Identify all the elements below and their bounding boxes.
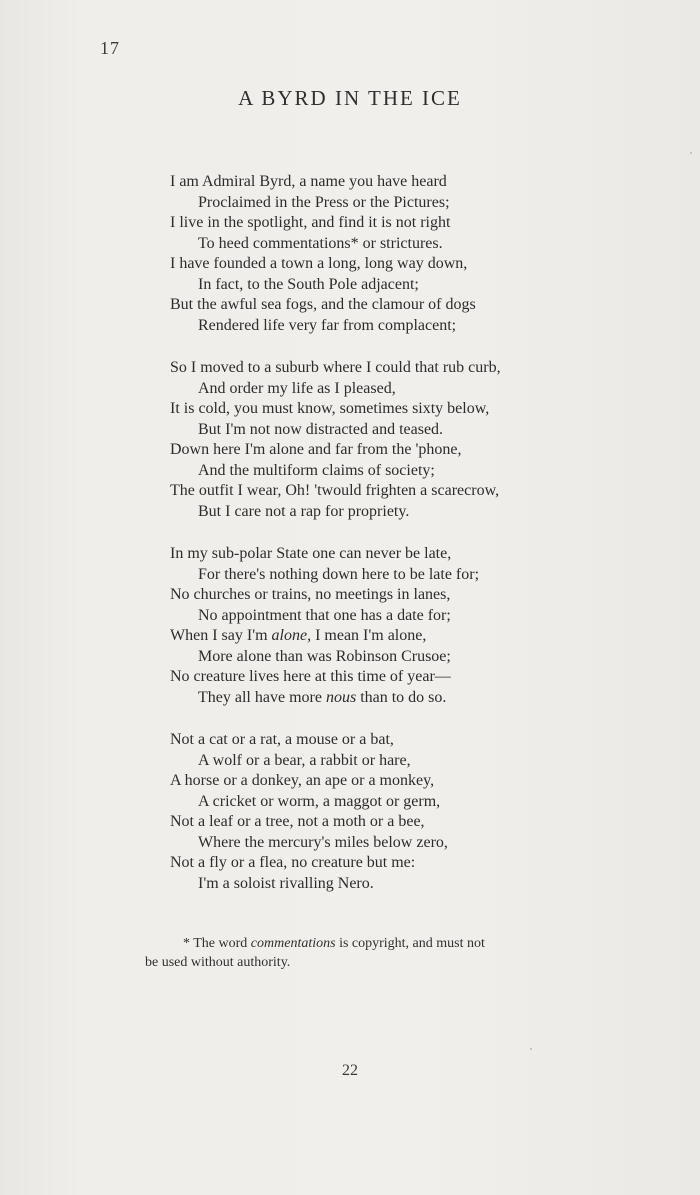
- footnote-text-before: * The word: [183, 936, 251, 951]
- poem-line: It is cold, you must know, sometimes sixty below,: [170, 400, 490, 417]
- poem-line: Rendered life very far from complacent;: [198, 316, 457, 334]
- poem-line: The outfit I wear, Oh! 'twould frighten a scarecrow,: [170, 482, 500, 499]
- poem-line-text-after: than to do so.: [356, 688, 447, 706]
- footnote-italic-word: commentations: [250, 936, 336, 951]
- poem-line-text-before: They all have more: [198, 688, 326, 706]
- stanza: [170, 172, 640, 336]
- poem-line: I'm a soloist rivalling Nero.: [198, 874, 374, 892]
- poem-line-text-after: I mean I'm alone,: [311, 627, 427, 644]
- poem-line: In my sub-polar State one can never be late,: [170, 545, 452, 562]
- poem-line-text-before: When I say I'm: [170, 627, 272, 644]
- poem-line-italic-word: alone,: [271, 627, 312, 644]
- poem-line: No appointment that one has a date for;: [198, 606, 451, 624]
- poem-line: More alone than was Robinson Crusoe;: [198, 647, 451, 665]
- poem-body: [170, 172, 640, 916]
- poem-line: A horse or a donkey, an ape or a monkey,: [170, 772, 435, 789]
- stanza: [170, 358, 640, 522]
- poem-line: Not a cat or a rat, a mouse or a bat,: [170, 731, 394, 748]
- poem-line: To heed commentations* or strictures.: [198, 234, 443, 252]
- poem-title: A BYRD IN THE ICE: [238, 86, 462, 110]
- page-number: 22: [342, 1062, 358, 1079]
- poem-line: Where the mercury's miles below zero,: [198, 833, 448, 851]
- poem-line: [170, 688, 640, 709]
- poem-line: Down here I'm alone and far from the 'phone,: [170, 441, 462, 458]
- poem-line: But the awful sea fogs, and the clamour of dogs: [170, 296, 476, 313]
- paper-speck: [530, 1048, 532, 1050]
- poem-line: A wolf or a bear, a rabbit or hare,: [198, 751, 411, 769]
- stanza: [170, 544, 640, 708]
- poem-line: In fact, to the South Pole adjacent;: [198, 275, 419, 293]
- poem-line: But I care not a rap for propriety.: [198, 502, 410, 520]
- footnote-text-after: is copyright, and must not: [335, 936, 485, 951]
- corner-number: 17: [100, 38, 120, 58]
- poem-line: I live in the spotlight, and find it is not right: [170, 214, 451, 231]
- footnote: [145, 934, 625, 972]
- poem-line: No churches or trains, no meetings in lanes,: [170, 586, 451, 603]
- poem-line: So I moved to a suburb where I could that rub curb,: [170, 359, 501, 376]
- footnote-second-line: be used without authority.: [145, 955, 291, 970]
- poem-line: [170, 626, 640, 647]
- poem-line: A cricket or worm, a maggot or germ,: [198, 792, 441, 810]
- paper-speck: [690, 152, 692, 154]
- poem-line: For there's nothing down here to be late for;: [198, 565, 480, 583]
- poem-line: And order my life as I pleased,: [198, 379, 396, 397]
- poem-line: But I'm not now distracted and teased.: [198, 420, 444, 438]
- stanza: [170, 730, 640, 894]
- poem-line-italic-word: nous: [325, 688, 357, 706]
- poem-line: Not a fly or a flea, no creature but me:: [170, 854, 416, 871]
- poem-line: No creature lives here at this time of year—: [170, 668, 451, 685]
- footnote-first-line: [145, 934, 625, 953]
- poem-line: Proclaimed in the Press or the Pictures;: [198, 193, 450, 211]
- poem-line: And the multiform claims of society;: [198, 461, 435, 479]
- poem-line: I have founded a town a long, long way down,: [170, 255, 468, 272]
- poem-line: I am Admiral Byrd, a name you have heard: [170, 173, 447, 190]
- poem-line: Not a leaf or a tree, not a moth or a bee,: [170, 813, 425, 830]
